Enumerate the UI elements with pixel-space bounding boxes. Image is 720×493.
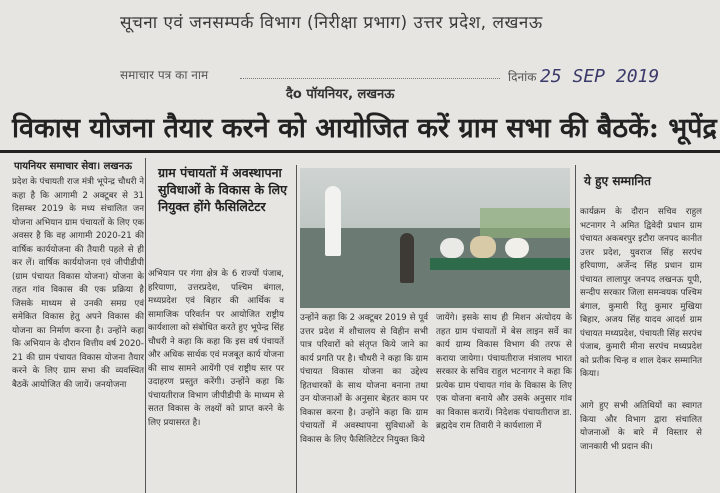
- article-headline: विकास योजना तैयार करने को आयोजित करें ग्राम सभा की बैठकें: भूपेंद्र: [12, 113, 717, 144]
- headline-rule: [0, 150, 720, 153]
- date-stamp: 25 SEP 2019: [540, 66, 660, 87]
- department-header: सूचना एवं जनसम्पर्क विभाग (निरीक्षा प्रभाग) उत्तर प्रदेश, लखनऊ: [120, 13, 543, 33]
- sidebar-text-continued: आगे हुए सभी अतिथियों का स्वागत किया और विभाग द्वारा संचालित योजनाओं के बारे में विस्तार से जानकारी भी प्रदान की।: [580, 401, 702, 452]
- article-subhead: ग्राम पंचायतों में अवस्थापना सुविधाओं के विकास के लिए नियुक्त होंगे फैसिलिटेटर: [158, 165, 288, 214]
- dotted-line: [240, 78, 500, 79]
- column-divider: [575, 165, 576, 493]
- article-column-1: प्रदेश के पंचायती राज मंत्री भूपेन्द्र चौधरी ने कहा है कि आगामी 2 अक्टूबर से 31 दिसम्बर 2019 के मध्य संचालित जन योजना अभियान ग्राम पंचायतों के लिए एक अवसर है कि वह आगामी 2020-21 की वार्षिक कार्ययोजना की तैयारी पहले से ही कर लें। वार्षिक कार्ययोजना एवं जीपीडीपी (ग्राम पंचायत विकास योजना) योजना के तहत गांव विकास की एक प्रक्रिया है जिसके माध्यम से उनकी समग्र एवं समेकित विकास हेतु अपने विकास की योजना का निर्माण करना है। उन्होंने कहा कि अभियान के दौरान वित्तीय वर्ष 2020-21 की ग्राम पंचायत विकास योजना तैयार करने के लिए ग्राम सभा की व्यवस्थित बैठकें आयोजित की जायें। जनयोजना: [12, 177, 144, 390]
- photo-backdrop: [480, 208, 570, 238]
- article-column-3: उन्होंने कहा कि 2 अक्टूबर 2019 से पूर्व उत्तर प्रदेश में शौचालय से विहीन सभी पात्र परिवारों को संतृप्त किये जाने का कार्य प्रगति पर है। चौधरी ने कहा कि ग्राम पंचायत विकास योजना का उद्देश्य हितधारकों के साथ योजना बनाना तथा उन योजनाओं के अनुसार बेहतर काम पर विकास करना है। उन्होंने कहा कि ग्राम पंचायतों में अवस्थापना सुविधाओं के विकास के लिए फैसिलिटेटर नियुक्त किये: [300, 313, 428, 445]
- photo-person: [505, 238, 529, 258]
- article-byline: पायनियर समाचार सेवा। लखनऊ: [14, 161, 132, 172]
- article-column-4: जायेंगे। इसके साथ ही मिशन अंत्योदय के तहत ग्राम पंचायतों में बेस लाइन सर्वे का कार्य ग्राम्य विकास विभाग की तरफ से कराया जायेगा। पंचायतीराज मंत्रालय भारत सरकार के सचिव राहुल भटनागर ने कहा कि प्रत्येक ग्राम पंचायत गांव के विकास के लिए एक योजना बनाये और उसके अनुसार गांव का विकास करायें। निदेशक पंचायतीराज डा. ब्रह्मदेव राम तिवारी ने कार्यशाला में: [436, 313, 572, 431]
- photo-person: [440, 238, 464, 258]
- article-column-2: अभियान पर गंगा क्षेत्र के 6 राज्यों पंजाब, हरियाणा, उत्तरप्रदेश, पश्चिम बंगाल, मध्यप्रदेश एवं बिहार की आर्थिक व सामाजिक परिवर्तन पर आयोजित राष्ट्रीय कार्यशाला को संबोधित करते हुए भूपेन्द्र सिंह चौधरी ने कहा कि कहा कि इस वर्ष पंचायतें और अधिक सार्थक एवं मजबूत कार्य योजना की साथ सामने आयेंगी एवं राष्ट्रीय स्तर पर उदाहरण प्रस्तुत करेंगी। उन्होंने कहा कि पंचायतीराज विभाग जीपीडीपी के माध्यम से सतत विकास के लक्ष्यों को प्राप्त करने के लिए प्रयासरत है।: [148, 269, 284, 428]
- photo-table: [430, 258, 570, 270]
- sidebar-heading: ये हुए सम्मानित: [584, 174, 651, 188]
- column-divider: [296, 165, 297, 493]
- date-label: दिनांक: [508, 70, 537, 84]
- photo-person: [470, 236, 496, 258]
- newspaper-name: दैo पॉयनियर, लखनऊ: [286, 87, 395, 102]
- event-photo: [300, 168, 570, 308]
- sidebar-text: कार्यक्रम के दौरान सचिव राहुल भटनागर ने अमित द्विवेदी प्रधान ग्राम पंचायत अकबरपुर इटौरा जनपद कानीत उत्तर प्रदेश, युवराज सिंह सरपंच हरियाणा, अर्जेन्द सिंह प्रधान ग्राम पंचायत लालापुर जनपद लखनऊ यूपी, सन्दीप सरकार जिला समन्वयक पश्चिम बंगाल, कुमारी रितु कुमार मुखिया बिहार, अजय सिंह यादव आदर्श ग्राम पंचायत मध्यप्रदेश, पंचायती सिंह सरपंच पंजाब, कुमारी मीना सरपंच मध्यप्रदेश को प्रतीक चिन्ह व शाल देकर सम्मानित किया।: [580, 207, 702, 379]
- column-divider: [145, 158, 146, 493]
- newspaper-name-label: समाचार पत्र का नाम: [120, 68, 209, 82]
- photo-person: [400, 233, 414, 283]
- photo-speaker: [325, 186, 341, 256]
